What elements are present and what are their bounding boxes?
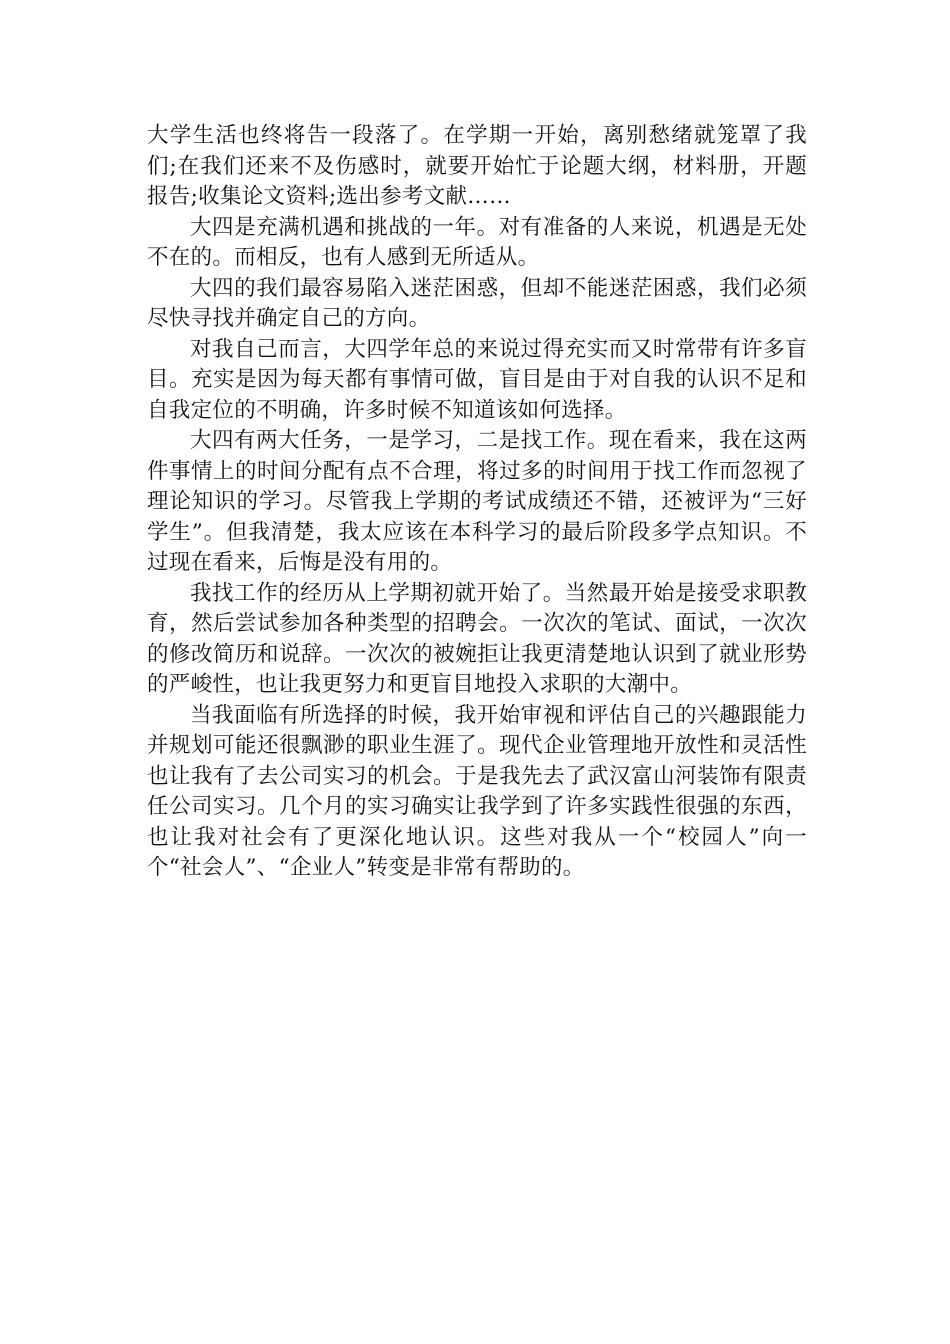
paragraph-5: 大四有两大任务，一是学习，二是找工作。现在看来，我在这两件事情上的时间分配有点不合理，将过多的时间用于找工作而忽视了理论知识的学习。尽管我上学期的考试成绩还不错，还被评为“三好学生”。但我清楚，我太应该在本科学习的最后阶段多学点知识。不过现在看来，后悔是没有用的。 [147, 428, 807, 575]
paragraph-1: 大学生活也终将告一段落了。在学期一开始，离别愁绪就笼罩了我们;在我们还来不及伤感时，就要开始忙于论题大纲，材料册，开题报告;收集论文资料;选出参考文献…… [147, 123, 807, 209]
paragraph-2: 大四是充满机遇和挑战的一年。对有准备的人来说，机遇是无处不在的。而相反，也有人感到无所适从。 [147, 214, 807, 270]
document-body [147, 121, 807, 884]
paragraph-4: 对我自己而言，大四学年总的来说过得充实而又时常带有许多盲目。充实是因为每天都有事情可做，盲目是由于对自我的认识不足和自我定位的不明确，许多时候不知道该如何选择。 [147, 336, 807, 423]
paragraph-6: 我找工作的经历从上学期初就开始了。当然最开始是接受求职教育，然后尝试参加各种类型的招聘会。一次次的笔试、面试，一次次的修改简历和说辞。一次次的被婉拒让我更清楚地认识到了就业形势的严峻性，也让我更努力和更盲目地投入求职的大潮中。 [147, 580, 807, 697]
paragraph-7: 当我面临有所选择的时候，我开始审视和评估自己的兴趣跟能力并规划可能还很飘渺的职业生涯了。现代企业管理地开放性和灵活性也让我有了去公司实习的机会。于是我先去了武汉富山河装饰有限责任公司实习。几个月的实习确实让我学到了许多实践性很强的东西，也让我对社会有了更深化地认识。这些对我从一个“校园人”向一个“社会人”、“企业人”转变是非常有帮助的。 [147, 702, 807, 880]
paragraph-3: 大四的我们最容易陷入迷茫困惑，但却不能迷茫困惑，我们必须尽快寻找并确定自己的方向。 [147, 275, 807, 331]
